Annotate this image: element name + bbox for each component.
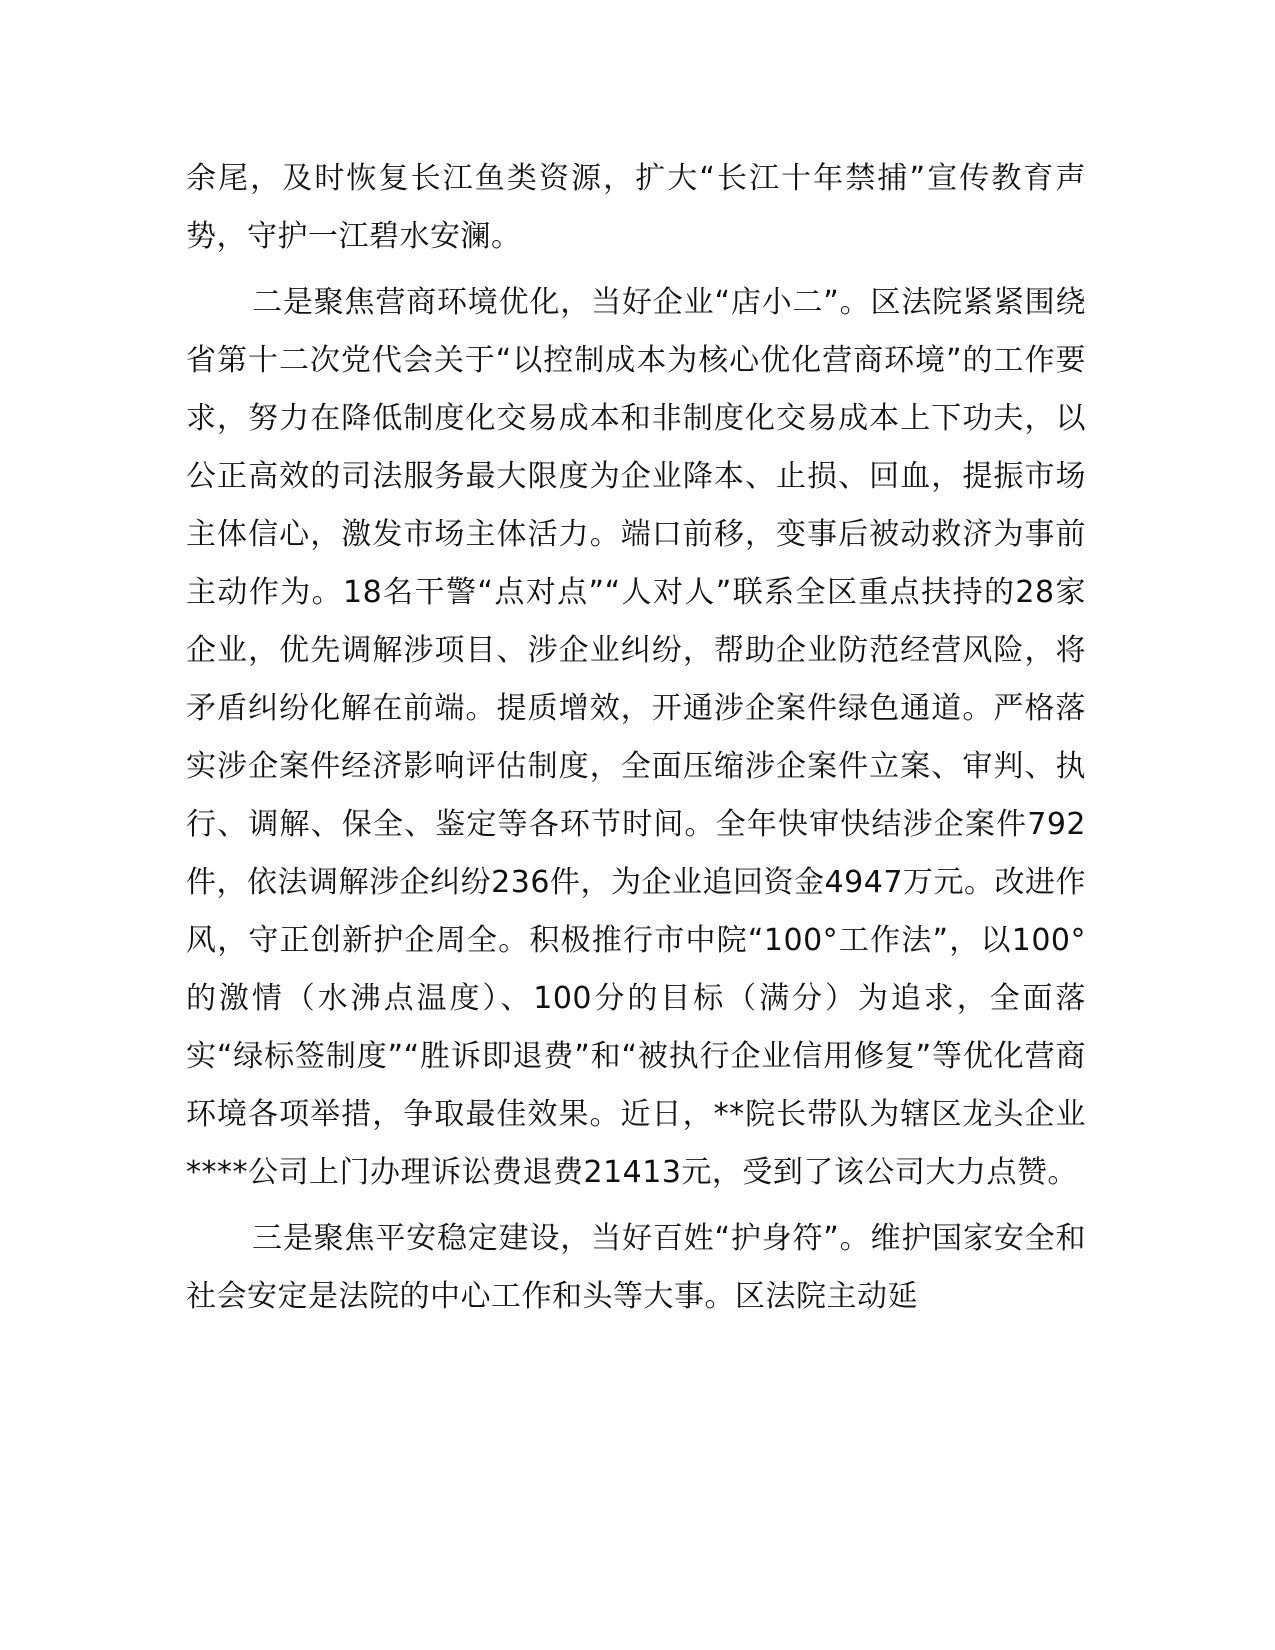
paragraph-continuation: 余尾，及时恢复长江鱼类资源，扩大“长江十年禁捕”宣传教育声势，守护一江碧水安澜。 (186, 161, 1086, 254)
paragraph-safety-stability: 三是聚焦平安稳定建设，当好百姓“护身符”。维护国家安全和社会安定是法院的中心工作和头等大事。区法院主动延 (186, 1221, 1086, 1314)
paragraph-business-environment: 二是聚焦营商环境优化，当好企业“店小二”。区法院紧紧围绕省第十二次党代会关于“以控制成本为核心优化营商环境”的工作要求，努力在降低制度化交易成本和非制度化交易成本上下功夫，以公正高效的司法服务最大限度为企业降本、止损、回血，提振市场主体信心，激发市场主体活力。端口前移，变事后被动救济为事前主动作为。18名干警“点对点”“人对人”联系全区重点扶持的28家企业，优先调解涉项目、涉企业纠纷，帮助企业防范经营风险，将矛盾纠纷化解在前端。提质增效，开通涉企案件绿色通道。严格落实涉企案件经济影响评估制度，全面压缩涉企案件立案、审判、执行、调解、保全、鉴定等各环节时间。全年快审快结涉企案件792件，依法调解涉企纠纷236件，为企业追回资金4947万元。改进作风，守正创新护企周全。积极推行市中院“100°工作法”，以100°的激情（水沸点温度）、100分的目标（满分）为追求，全面落实“绿标签制度”“胜诉即退费”和“被执行企业信用修复”等优化营商环境各项举措，争取最佳效果。近日，**院长带队为辖区龙头企业****公司上门办理诉讼费退费21413元，受到了该公司大力点赞。 (186, 285, 1086, 1190)
document-page (186, 150, 1086, 1334)
